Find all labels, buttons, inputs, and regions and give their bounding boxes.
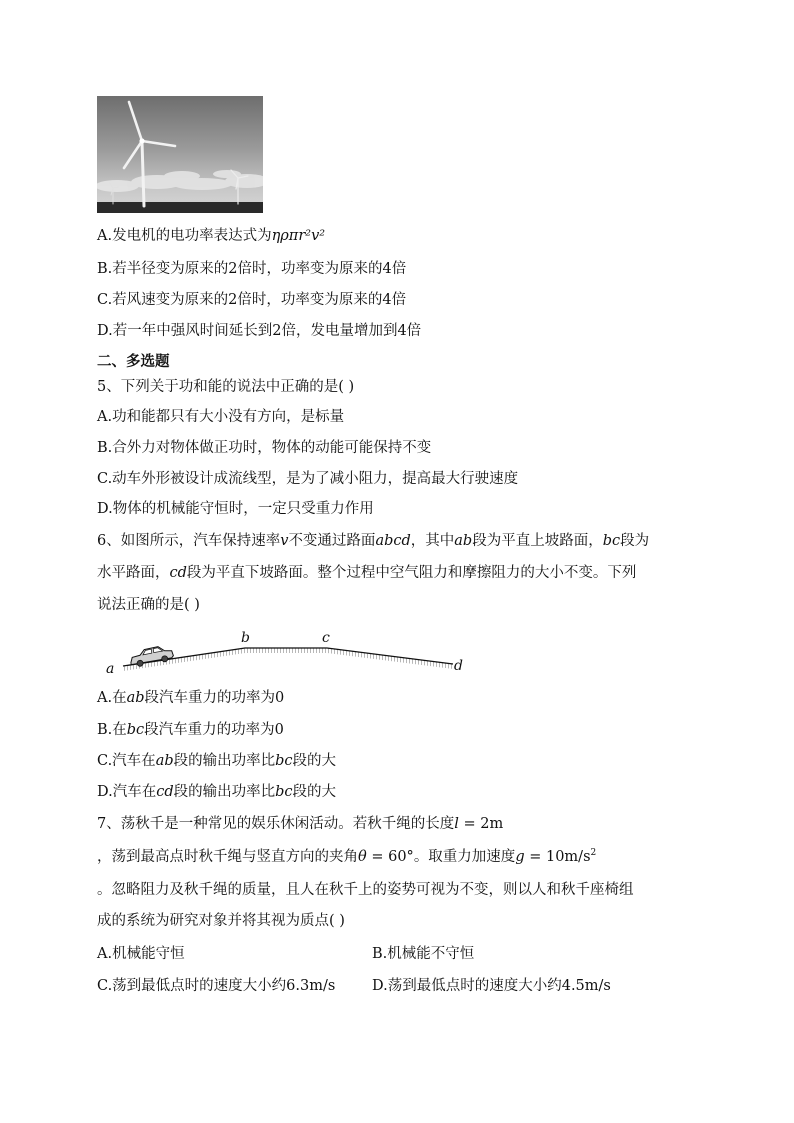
- q6-option-var: ab: [155, 753, 174, 769]
- q6-option-text: 段的输出功率比: [173, 784, 276, 800]
- wind-turbine-photo: [97, 96, 263, 213]
- q6-text: 段为平直下坡路面。整个过程中空气阻力和摩擦阻力的大小不变。下列: [186, 565, 637, 581]
- q6-text: 水平路面，: [97, 565, 170, 581]
- q5-option-a: A.功和能都只有大小没有方向，是标量: [97, 409, 345, 425]
- q7-var-l: l: [454, 816, 459, 832]
- q4-option-b: B.若半径变为原来的2倍时，功率变为原来的4倍: [97, 261, 407, 277]
- q7-text: 7、荡秋千是一种常见的娱乐休闲活动。若秋千绳的长度: [97, 816, 455, 832]
- q6-option-text: B.在: [97, 722, 127, 738]
- q6-option-var: bc: [126, 722, 145, 738]
- q7-exponent: 2: [590, 848, 597, 858]
- q7-value-g: = 10m/s: [524, 849, 591, 865]
- q6-option-text: C.汽车在: [97, 753, 156, 769]
- q6-var-ab: ab: [454, 533, 473, 549]
- q7-value-l: = 2m: [458, 816, 504, 832]
- q5-option-c: C.动车外形被设计成流线型，是为了减小阻力，提高最大行驶速度: [97, 471, 519, 487]
- q6-option-d: [97, 782, 336, 802]
- q7-stem-line1: [97, 814, 503, 834]
- q6-var-cd: cd: [169, 565, 187, 581]
- q6-option-c: [97, 751, 336, 771]
- point-label-b: b: [241, 630, 250, 646]
- q7-option-a: A.机械能守恒: [97, 946, 185, 962]
- q4-option-c: C.若风速变为原来的2倍时，功率变为原来的4倍: [97, 292, 407, 308]
- q5-option-b: B.合外力对物体做正功时，物体的动能可能保持不变: [97, 440, 432, 456]
- q7-option-d: D.荡到最低点时的速度大小约4.5m/s: [372, 978, 611, 994]
- q7-stem-line2: [97, 847, 596, 867]
- q6-stem-line3: 说法正确的是( ): [97, 597, 200, 613]
- q7-option-c: C.荡到最低点时的速度大小约6.3m/s: [97, 978, 336, 994]
- q6-option-text: A.在: [97, 690, 127, 706]
- point-label-a: a: [106, 661, 115, 677]
- q6-option-var: ab: [126, 690, 145, 706]
- section-heading: 二、多选题: [97, 353, 170, 370]
- q6-text: 6、如图所示，汽车保持速率: [97, 533, 281, 549]
- q5-stem: 5、下列关于功和能的说法中正确的是( ): [97, 379, 355, 395]
- q6-var-bc: bc: [602, 533, 621, 549]
- q7-stem-line3: 。忽略阻力及秋千绳的质量，且人在秋千上的姿势可视为不变，则以人和秋千座椅组: [97, 882, 634, 898]
- q6-stem-line1: [97, 531, 649, 551]
- q4-option-a: [97, 226, 325, 246]
- q6-option-text: 段汽车重力的功率为0: [144, 690, 285, 706]
- q4-option-d: D.若一年中强风时间延长到2倍，发电量增加到4倍: [97, 323, 422, 339]
- point-label-c: c: [322, 630, 330, 646]
- q6-text: 段为: [620, 533, 650, 549]
- q6-option-var: cd: [156, 784, 174, 800]
- q6-text: 段为平直上坡路面，: [472, 533, 603, 549]
- q7-option-b: B.机械能不守恒: [372, 946, 475, 962]
- q4-option-a-text: A.发电机的电功率表达式为: [97, 228, 272, 244]
- q6-option-var: bc: [275, 753, 293, 769]
- road-diagram: [97, 628, 477, 680]
- q7-text: ，荡到最高点时秋千绳与竖直方向的夹角: [97, 849, 358, 865]
- q6-option-a: [97, 688, 284, 708]
- q5-option-d: D.物体的机械能守恒时，一定只受重力作用: [97, 501, 374, 517]
- q6-option-text: 段的大: [292, 753, 337, 769]
- q7-stem-line4: 成的系统为研究对象并将其视为质点( ): [97, 913, 345, 929]
- q4-option-a-formula: ηρπr²v²: [271, 228, 326, 244]
- road-ground-hatching: [123, 648, 453, 671]
- q6-option-text: D.汽车在: [97, 784, 157, 800]
- point-label-d: d: [454, 658, 463, 674]
- q7-var-theta: θ: [358, 849, 367, 865]
- q6-option-var: bc: [275, 784, 293, 800]
- q6-var-abcd: abcd: [375, 533, 411, 549]
- q6-var-v: v: [280, 533, 289, 549]
- q6-text: ，其中: [410, 533, 455, 549]
- q6-option-b: [97, 720, 284, 740]
- q6-option-text: 段汽车重力的功率为0: [144, 722, 284, 738]
- q6-stem-line2: [97, 563, 636, 583]
- q7-text: 。取重力加速度: [413, 849, 516, 865]
- q7-value-theta: = 60°: [366, 849, 414, 865]
- q6-option-text: 段的大: [292, 784, 337, 800]
- q6-option-text: 段的输出功率比: [173, 753, 276, 769]
- q6-text: 不变通过路面: [288, 533, 376, 549]
- q7-var-g: g: [515, 849, 525, 865]
